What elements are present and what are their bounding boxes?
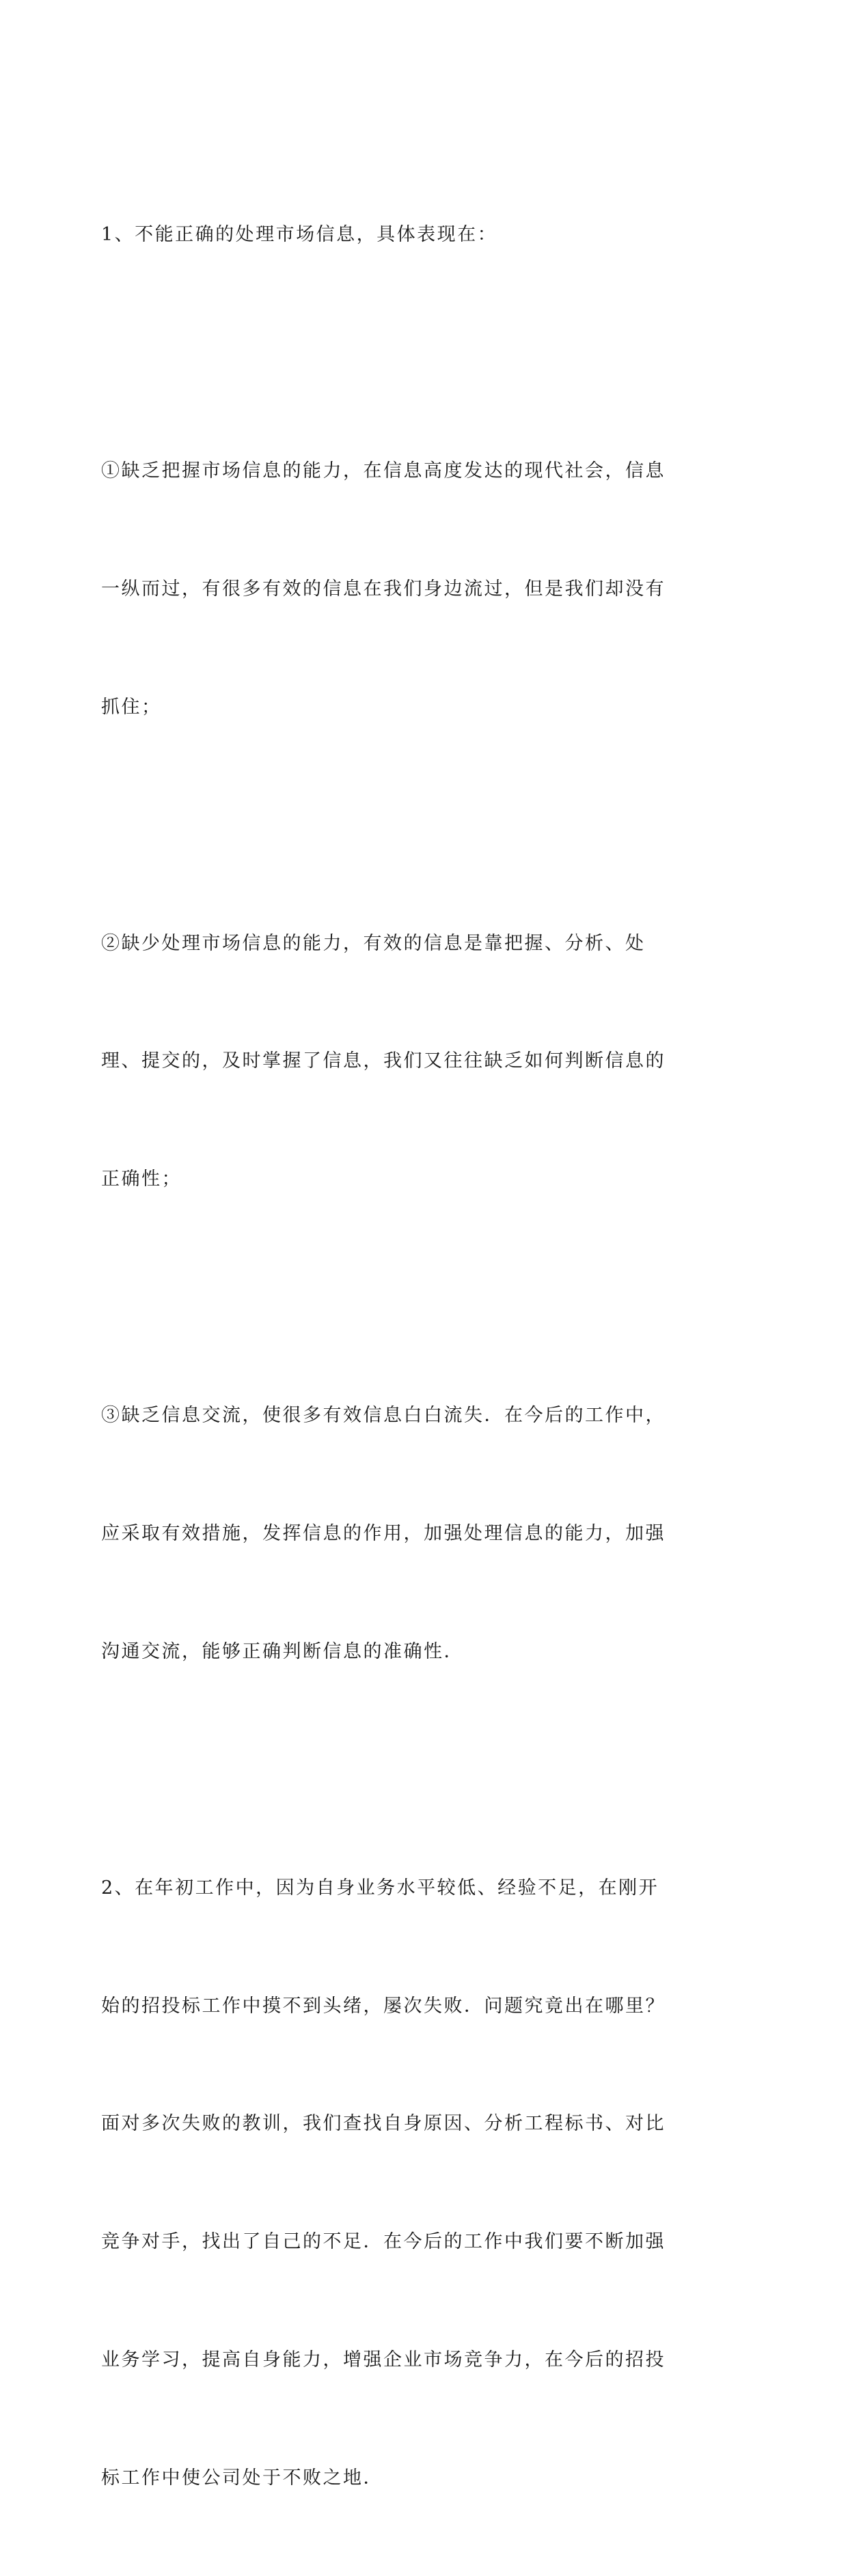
text-line: 1、不能正确的处理市场信息，具体表现在：: [101, 224, 498, 246]
document-body: [101, 137, 675, 2576]
paragraph-spacer: [101, 806, 675, 845]
paragraph-spacer: [101, 1278, 675, 1317]
paragraph-3: [101, 845, 675, 1278]
paragraph-1: [101, 137, 675, 333]
text-line: 2、在年初工作中，因为自身业务水平较低、经验不足，在刚开: [101, 1877, 659, 1899]
text-line: 一纵而过，有很多有效的信息在我们身边流过，但是我们却没有: [101, 578, 666, 600]
paragraph-5: [101, 1790, 675, 2576]
text-line: 业务学习，提高自身能力，增强企业市场竞争力，在今后的招投: [101, 2349, 666, 2370]
text-line: ③缺乏信息交流，使很多有效信息白白流失．在今后的工作中，: [101, 1405, 666, 1427]
text-line: 始的招投标工作中摸不到头绪，屡次失败．问题究竟出在哪里？: [101, 1995, 666, 2017]
text-line: 理、提交的，及时掌握了信息，我们又往往缺乏如何判断信息的: [101, 1050, 666, 1072]
paragraph-spacer: [101, 333, 675, 373]
text-line: 标工作中使公司处于不败之地．: [101, 2467, 383, 2489]
text-line: ②缺少处理市场信息的能力，有效的信息是靠把握、分析、处: [101, 932, 646, 954]
text-line: 面对多次失败的教训，我们查找自身原因、分析工程标书、对比: [101, 2113, 666, 2135]
text-line: 应采取有效措施，发挥信息的作用，加强处理信息的能力，加强: [101, 1523, 666, 1544]
text-line: 竞争对手，找出了自己的不足．在今后的工作中我们要不断加强: [101, 2231, 666, 2253]
paragraph-4: [101, 1317, 675, 1750]
text-line: 沟通交流，能够正确判断信息的准确性．: [101, 1640, 464, 1662]
text-line: 正确性；: [101, 1168, 182, 1190]
paragraph-2: [101, 373, 675, 806]
text-line: ①缺乏把握市场信息的能力，在信息高度发达的现代社会，信息: [101, 460, 666, 482]
text-line: 抓住；: [101, 696, 162, 718]
paragraph-spacer: [101, 1750, 675, 1790]
